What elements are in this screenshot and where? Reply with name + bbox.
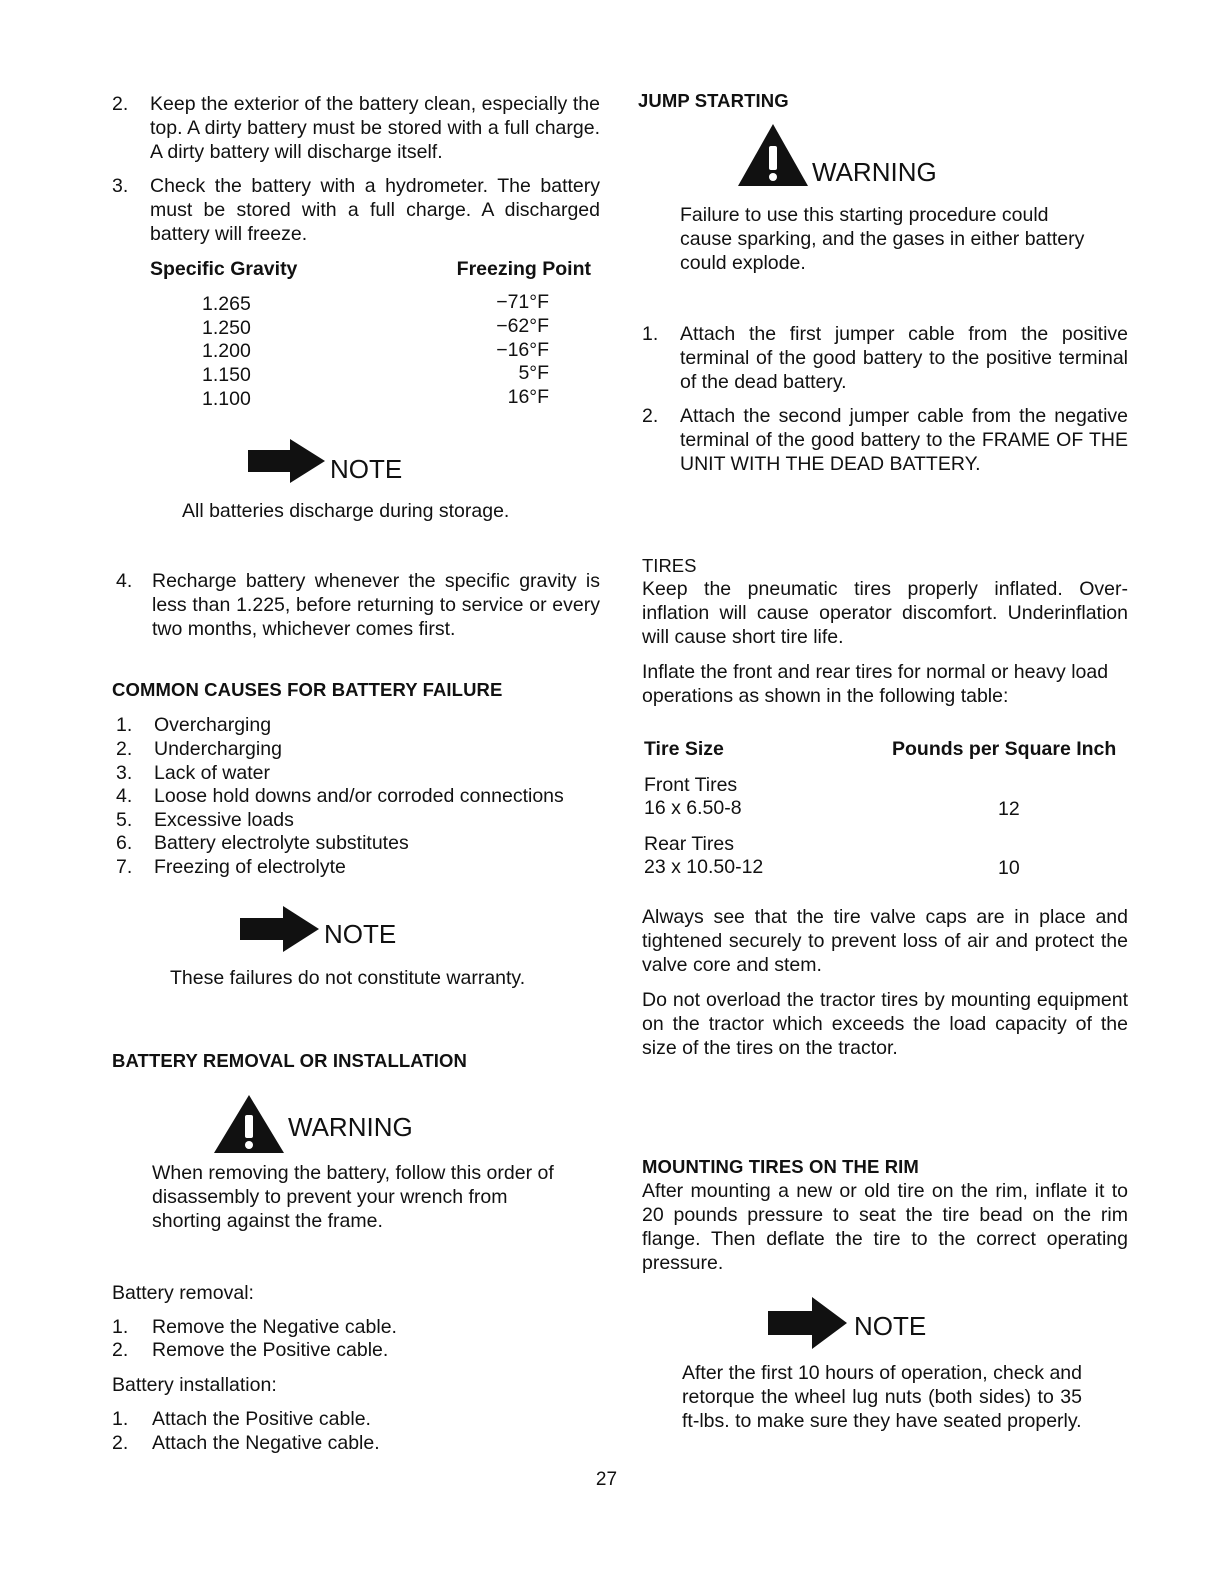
item-text: Undercharging (154, 738, 282, 760)
item-text: Remove the Positive cable. (152, 1339, 389, 1361)
gravity-table (150, 257, 595, 417)
item-number: 1. (642, 323, 659, 345)
section-heading: JUMP STARTING (638, 90, 789, 111)
item-number: 2. (112, 1339, 129, 1361)
item-number: 4. (116, 570, 133, 592)
arrow-right-icon (238, 905, 320, 953)
note-title: NOTE (330, 454, 403, 484)
table-cell: 5°F (518, 362, 549, 384)
item-text: Attach the second jumper cable from the negative terminal of the good battery to the FRAME OF THE UNIT WITH THE DEAD BATTERY. (680, 405, 1128, 475)
warning-text: Failure to use this starting procedure could cause sparking, and the gases in either battery could explode. (680, 204, 1085, 274)
arrow-right-icon (766, 1296, 848, 1350)
table-cell: 23 x 10.50-12 (644, 856, 764, 878)
table-cell: Rear Tires (644, 833, 734, 855)
item-text: Freezing of electrolyte (154, 856, 346, 878)
item-number: 1. (112, 1316, 129, 1338)
warning-title: WARNING (288, 1112, 413, 1142)
item-text: Loose hold downs and/or corroded connections (154, 785, 564, 807)
list-item (642, 322, 1128, 394)
table-cell: −16°F (496, 339, 549, 361)
warning-icon (212, 1093, 286, 1155)
table-header: Pounds per Square Inch (892, 738, 1117, 760)
list-item (116, 737, 600, 761)
table-cell: 12 (998, 798, 1020, 820)
note-text: These failures do not constitute warranty. (170, 967, 526, 989)
list-item (112, 1338, 600, 1362)
item-number: 6. (116, 832, 133, 854)
list-item (116, 831, 600, 855)
note-title: NOTE (854, 1311, 927, 1341)
warning-icon (736, 122, 810, 188)
item-number: 2. (642, 405, 659, 427)
table-cell: −71°F (496, 291, 549, 313)
item-number: 1. (116, 714, 133, 736)
table-header: Tire Size (644, 738, 724, 760)
list-item (642, 404, 1128, 476)
arrow-right-icon (246, 438, 326, 484)
item-number: 2. (112, 1432, 129, 1454)
table-cell: 10 (998, 857, 1020, 879)
item-text: Recharge battery whenever the specific gravity is less than 1.225, before returning to service or every two months, whichever comes first. (152, 570, 600, 640)
removal-label: Battery removal: (112, 1282, 254, 1304)
tire-table (644, 737, 1130, 882)
section-heading: BATTERY REMOVAL OR INSTALLATION (112, 1050, 467, 1071)
list-item (112, 1431, 600, 1455)
list-item (112, 1407, 600, 1431)
table-header: Freezing Point (456, 258, 591, 280)
paragraph: Do not overload the tractor tires by mounting equipment on the tractor which exceeds the load capacity of the size of the tires on the tractor. (642, 989, 1128, 1059)
item-text: Attach the first jumper cable from the positive terminal of the good battery to the positive terminal of the dead battery. (680, 323, 1128, 393)
warning-title: WARNING (812, 157, 937, 187)
list-item (116, 808, 600, 832)
table-header: Specific Gravity (150, 258, 298, 280)
item-number: 2. (112, 93, 129, 115)
item-number: 4. (116, 785, 133, 807)
item-text: Attach the Positive cable. (152, 1408, 371, 1430)
note-text: All batteries discharge during storage. (182, 500, 510, 522)
paragraph: Inflate the front and rear tires for normal or heavy load operations as shown in the following table: (642, 661, 1109, 707)
page-number: 27 (595, 1469, 618, 1490)
list-item (116, 761, 600, 785)
table-cell: 1.200 (202, 340, 251, 362)
section-heading: TIRES (642, 555, 697, 576)
table-cell: −62°F (496, 315, 549, 337)
section-heading: COMMON CAUSES FOR BATTERY FAILURE (112, 679, 503, 700)
item-text: Remove the Negative cable. (152, 1316, 397, 1338)
item-text: Battery electrolyte substitutes (154, 832, 409, 854)
list-item (112, 569, 600, 641)
table-cell: 16°F (507, 386, 549, 408)
paragraph: After mounting a new or old tire on the rim, inflate it to 20 pounds pressure to seat the tire bead on the rim flange. Then deflate the tire to the correct operating pressure. (642, 1180, 1128, 1274)
warning-text: When removing the battery, follow this order of disassembly to prevent your wrench from shorting against the frame. (152, 1162, 554, 1232)
causes-list (112, 713, 600, 883)
item-number: 1. (112, 1408, 129, 1430)
item-text: Excessive loads (154, 809, 294, 831)
item-number: 7. (116, 856, 133, 878)
item-number: 2. (116, 738, 133, 760)
list-item (112, 1315, 600, 1339)
table-cell: 1.265 (202, 293, 251, 315)
section-heading: MOUNTING TIRES ON THE RIM (642, 1156, 919, 1177)
item-number: 3. (112, 175, 129, 197)
item-text: Attach the Negative cable. (152, 1432, 380, 1454)
install-label: Battery installation: (112, 1374, 277, 1396)
table-cell: 16 x 6.50-8 (644, 797, 742, 819)
item-number: 5. (116, 809, 133, 831)
item-text: Overcharging (154, 714, 272, 736)
item-text: Lack of water (154, 762, 270, 784)
list-item (112, 174, 600, 246)
note-text: After the first 10 hours of operation, check and retorque the wheel lug nuts (both sides) to 35 ft-lbs. to make sure they have seated properly. (682, 1362, 1082, 1432)
item-number: 3. (116, 762, 133, 784)
list-item (116, 713, 600, 737)
list-item (112, 92, 600, 164)
table-cell: 1.100 (202, 388, 251, 410)
table-cell: 1.150 (202, 364, 251, 386)
list-item (116, 784, 600, 808)
item-text: Check the battery with a hydrometer. The battery must be stored with a full charge. A discharged battery will freeze. (150, 175, 600, 245)
table-cell: 1.250 (202, 317, 251, 339)
table-cell: Front Tires (644, 774, 738, 796)
note-title: NOTE (324, 919, 397, 949)
list-item (116, 855, 600, 879)
paragraph: Always see that the tire valve caps are in place and tightened securely to prevent loss of air and protect the valve core and stem. (642, 906, 1128, 976)
item-text: Keep the exterior of the battery clean, especially the top. A dirty battery must be stored with a full charge. A dirty battery will discharge itself. (150, 93, 600, 163)
paragraph: Keep the pneumatic tires properly inflated. Over-inflation will cause operator discomfort. Underinflation will cause short tire life. (642, 578, 1128, 648)
